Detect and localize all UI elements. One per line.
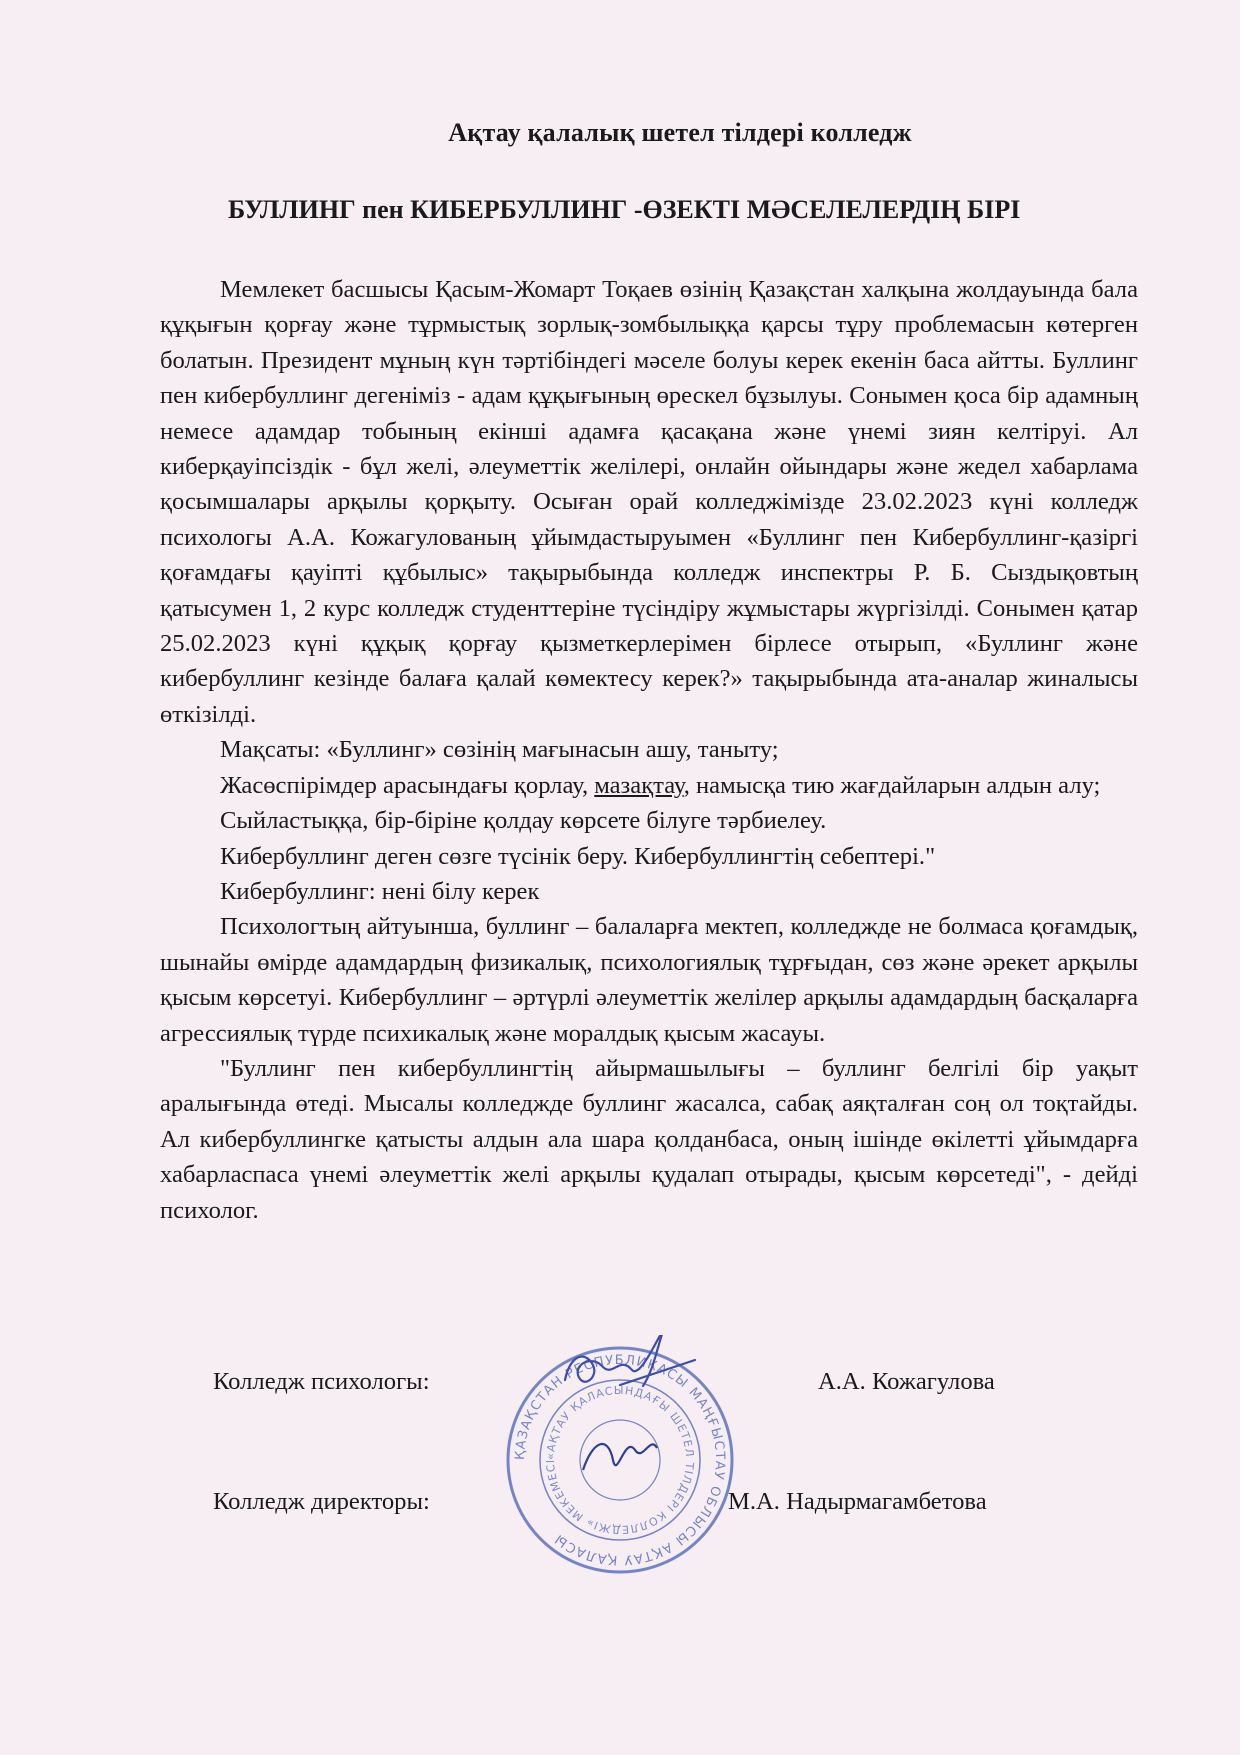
stamp-inner-text: «АҚТАУ ҚАЛАСЫНДАҒЫ ШЕТЕЛ ТІЛДЕРІ КОЛЛЕДЖІ» МЕКЕМЕСІ [543, 1383, 697, 1537]
goal-item-2-part-a: Жасөспірімдер арасындағы қорлау, [220, 771, 595, 799]
goal-item-2-part-b: , намысқа тию жағдайларын алдын алу; [683, 771, 1101, 799]
paragraph-psychologist: Психологтың айтуынша, буллинг – балаларға мектеп, колледжде не болмаса қоғамдық, шынайы өмірде адамдардың физикалық, психологиялық тұрғыдан, сөз және әрекет арқылы қысым көрсетуі. Кибербуллинг – әртүрлі әлеуметтік желілер арқылы адамдардың басқаларға агрессиялық түрде психикалық және моралдық қысым жасауы. [160, 913, 1138, 1047]
goal-item-3: Сыйластыққа, бір-біріне қолдау көрсете білуге тәрбиелеу. [220, 807, 827, 835]
goal-item-2-underlined: мазақтау [594, 771, 684, 799]
paragraph-difference: "Буллинг пен кибербуллингтің айырмашылығы – буллинг белгілі бір уақыт аралығында өтеді. Мысалы колледжде буллинг жасалса, сабақ аяқталған соң ол тоқтайды. Ал кибербуллингке қатысты алдын ала шара қолданбаса, оның ішінде өкілетті ұйымдарға хабарласпаса үнемі әлеуметтік желі арқылы қудалап отырады, қысым көрсетеді", - дейді психолог. [160, 1054, 1138, 1224]
goal-item-4: Кибербуллинг деген сөзге түсінік беру. Кибербуллингтің себептері." [220, 842, 936, 870]
goal-item-2 [160, 768, 1138, 803]
psychologist-signature [560, 1335, 700, 1405]
goal-item-5: Кибербуллинг: нені білу керек [220, 877, 540, 905]
goal-item-1: Мақсаты: «Буллинг» сөзінің мағынасын ашу, таныту; [220, 736, 779, 764]
psychologist-name: А.А. Кожагулова [818, 1368, 995, 1395]
college-name: Ақтау қалалық шетел тілдері колледж [448, 118, 912, 147]
document-body [160, 272, 1138, 1228]
paragraph-intro: Мемлекет басшысы Қасым-Жомарт Тоқаев өзінің Қазақстан халқына жолдауында бала құқығын қорғау және тұрмыстық зорлық-зомбылыққа қарсы тұру проблемасын көтерген болатын. Президент мұның күн тәртібіндегі мәселе болуы керек екенін баса айтты. Буллинг пен кибербуллинг дегеніміз - адам құқығының өрескел бұзылуы. Сонымен қоса бір адамның немесе адамдар тобының екінші адамға қасақана және үнемі зиян келтіруі. Ал киберқауіпсіздік - бұл желі, әлеуметтік желілері, онлайн ойындары және жедел хабарлама қосымшалары арқылы қорқыту. Осыған орай колледжімізде 23.02.2023 күні колледж психологы А.А. Кожагулованың ұйымдастыруымен «Буллинг пен Кибербуллинг-қазіргі қоғамдағы қауіпті құбылыс» тақырыбында колледж инспектры Р. Б. Сыздықовтың қатысумен 1, 2 курс колледж студенттеріне түсіндіру жұмыстары жүргізілді. Сонымен қатар 25.02.2023 күні құқық қорғау қызметкерлерімен бірлесе отырып, «Буллинг және кибербуллинг кезінде балаға қалай көмектесу керек?» тақырыбында ата-аналар жиналысы өткізілді. [160, 276, 1138, 728]
document-title: БУЛЛИНГ пен КИБЕРБУЛЛИНГ -ӨЗЕКТІ МӘСЕЛЕЛЕРДІҢ БІРІ [228, 195, 1021, 224]
stamp-outer-text: ҚАЗАҚСТАН РЕСПУБЛИКАСЫ МАҢҒЫСТАУ ОБЛЫСЫ АҚТАУ ҚАЛАСЫ [512, 1352, 728, 1568]
director-name: М.А. Надырмагамбетова [728, 1488, 987, 1515]
director-signature [583, 1444, 657, 1470]
psychologist-role: Колледж психологы: [213, 1368, 430, 1395]
director-role: Колледж директоры: [213, 1488, 430, 1515]
